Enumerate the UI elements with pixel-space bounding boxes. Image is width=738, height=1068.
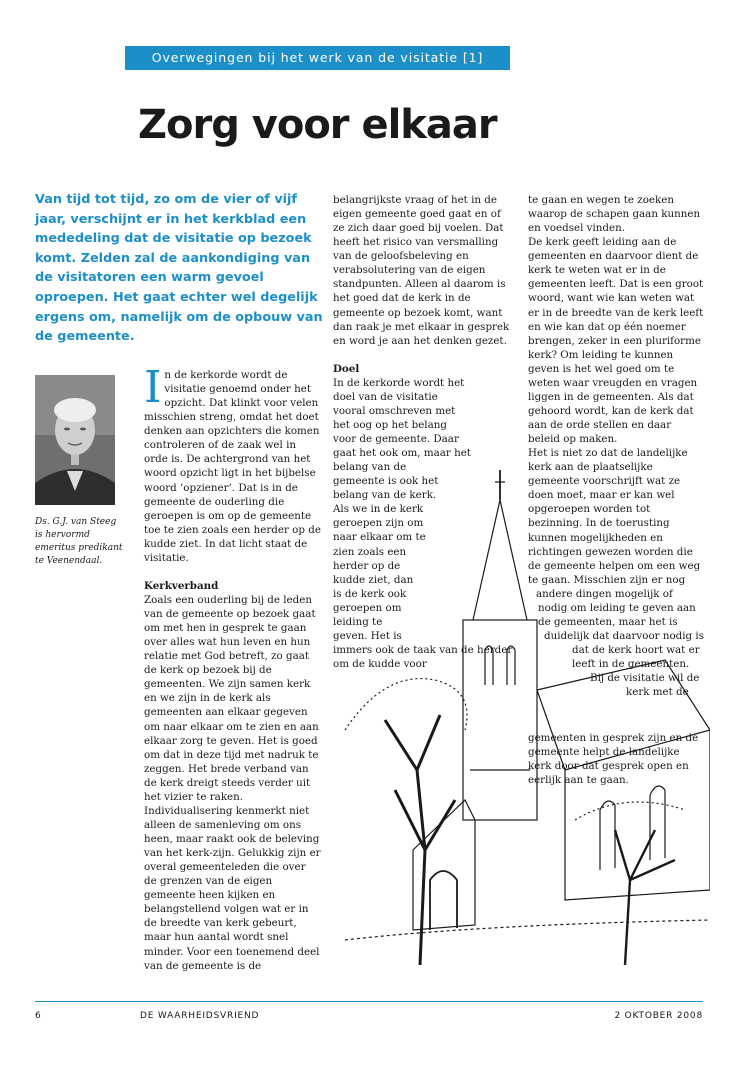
church-illustration xyxy=(325,470,710,965)
article-column-1 xyxy=(144,362,321,973)
series-banner: Overwegingen bij het werk van de visitatie [1] xyxy=(125,46,510,70)
paragraph: De kerk geeft leiding aan de gemeenten en daarvoor dient de kerk te weten wat er in de gemeenten leeft. Dat is een groot woord, want wie kan weten wat er in de breedte van de kerk leeft en wie kan dat op één noemer brengen, zeker in een pluriforme kerk? Om leiding te kunnen geven is het wel goed om te weten waar vreugden en vragen liggen in de gemeenten. Als dat gehoord wordt, kan de kerk dat aan de orde stellen en daar beleid op maken. xyxy=(528,236,704,446)
article-title: Zorg voor elkaar xyxy=(138,102,497,148)
paragraph: te gaan en wegen te zoeken waarop de schapen gaan kunnen en voedsel vinden. xyxy=(528,194,701,235)
photo-caption: Ds. G.J. van Steeg is hervormd emeritus predikant te Veenendaal. xyxy=(35,517,123,566)
paragraph: Zoals een ouderling bij de leden van de gemeente op bezoek gaat om met hen in gesprek te gaan over alles wat hun leven en hun relatie met God betreft, zo gaat de kerk op bezoek bij de gemeenten. We zijn samen kerk en we zijn in de kerk als gemeenten aan elkaar gegeven om naar elkaar om te zien en aan elkaar zorg te geven. Het is goed om dat in deze tijd met nadruk te zeggen. Het brede verband van de kerk dreigt steeds verder uit het vizier te raken. xyxy=(144,593,319,803)
subheading-doel: Doel xyxy=(333,362,360,375)
author-photo xyxy=(35,375,115,505)
drop-cap: I xyxy=(144,362,162,413)
issue-date: 2 OKTOBER 2008 xyxy=(614,1011,703,1021)
magazine-name: DE WAARHEIDSVRIEND xyxy=(140,1011,260,1021)
paragraph: Individualisering kenmerkt niet alleen de samenleving om ons heen, maar raakt ook de beleving van het kerk-zijn. Gelukkig zijn er overal gemeenteleden die over de grenzen van de eigen gemeente heen kijken en belangstellend volgen wat er in de breedte van kerk gebeurt, maar hun aantal wordt snel minder. Voor een toenemend deel van de gemeente is de xyxy=(144,804,321,972)
footer-rule xyxy=(35,1001,703,1002)
page-number: 6 xyxy=(35,1011,42,1021)
paragraph: Het is niet zo dat de landelijke kerk aan de plaatselijke gemeente voorschrijft wat ze doen moet, maar er kan wel opgeroepen worden tot bezinning. In de toerusting kunnen mogelijkheden en richtingen gewezen worden die de gemeente helpen om een weg te gaan. Misschien zijn er nog andere dingen mogelijk of nodig om leiding te geven aan de gemeenten, maar het is duidelijk dat daarvoor nodig is dat de kerk hoort wat er leeft in de gemeenten. Bij de visitatie wil de kerk met de gemeenten in gesprek zijn en de gemeente helpt de landelijke kerk door dat gesprek open en eerlijk aan te gaan. xyxy=(528,447,704,787)
paragraph: belangrijkste vraag of het in de eigen gemeente goed gaat en of ze zich daar goed bij voelen. Dat heeft het risico van versmalling van de geloofsbeleving en verabsolutering van de eigen standpunten. Alleen al daarom is het goed dat de kerk in de gemeente op bezoek komt, want dan raak je met elkaar in gesprek en word je aan het denken gezet. xyxy=(333,194,510,347)
lead-paragraph: Van tijd tot tijd, zo om de vier of vijf jaar, verschijnt er in het kerkblad een mededeling dat de visitatie op bezoek komt. Zelden zal de aankondiging van de visitatoren een warm gevoel oproepen. Het gaat echter wel degelijk ergens om, namelijk om de opbouw van de gemeente. xyxy=(35,192,323,345)
paragraph: n de kerkorde wordt de visitatie genoemd onder het opzicht. Dat klinkt voor velen misschien streng, omdat het doet denken aan opzichters die komen controleren of de zaak wel in orde is. De achtergrond van het woord opzicht ligt in het bijbelse woord ‘opziener’. Dat is in de gemeente de ouderling die geroepen is om op de gemeente toe te zien zoals een herder op de kudde ziet. In dat licht staat de visitatie. xyxy=(144,369,321,564)
paragraph: In de kerkorde wordt het doel van de visitatie vooral omschreven met het oog op het belang voor de gemeente. Daar gaat het ook om, maar het belang van de gemeente is ook het belang van de kerk. Als we in de kerk geroepen zijn om naar elkaar om te zien zoals een herder op de kudde ziet, dan is de kerk ook geroepen om leiding te geven. Het is immers ook de taak van de herder om de kudde voor xyxy=(333,376,513,670)
subheading-kerkverband: Kerkverband xyxy=(144,579,219,592)
